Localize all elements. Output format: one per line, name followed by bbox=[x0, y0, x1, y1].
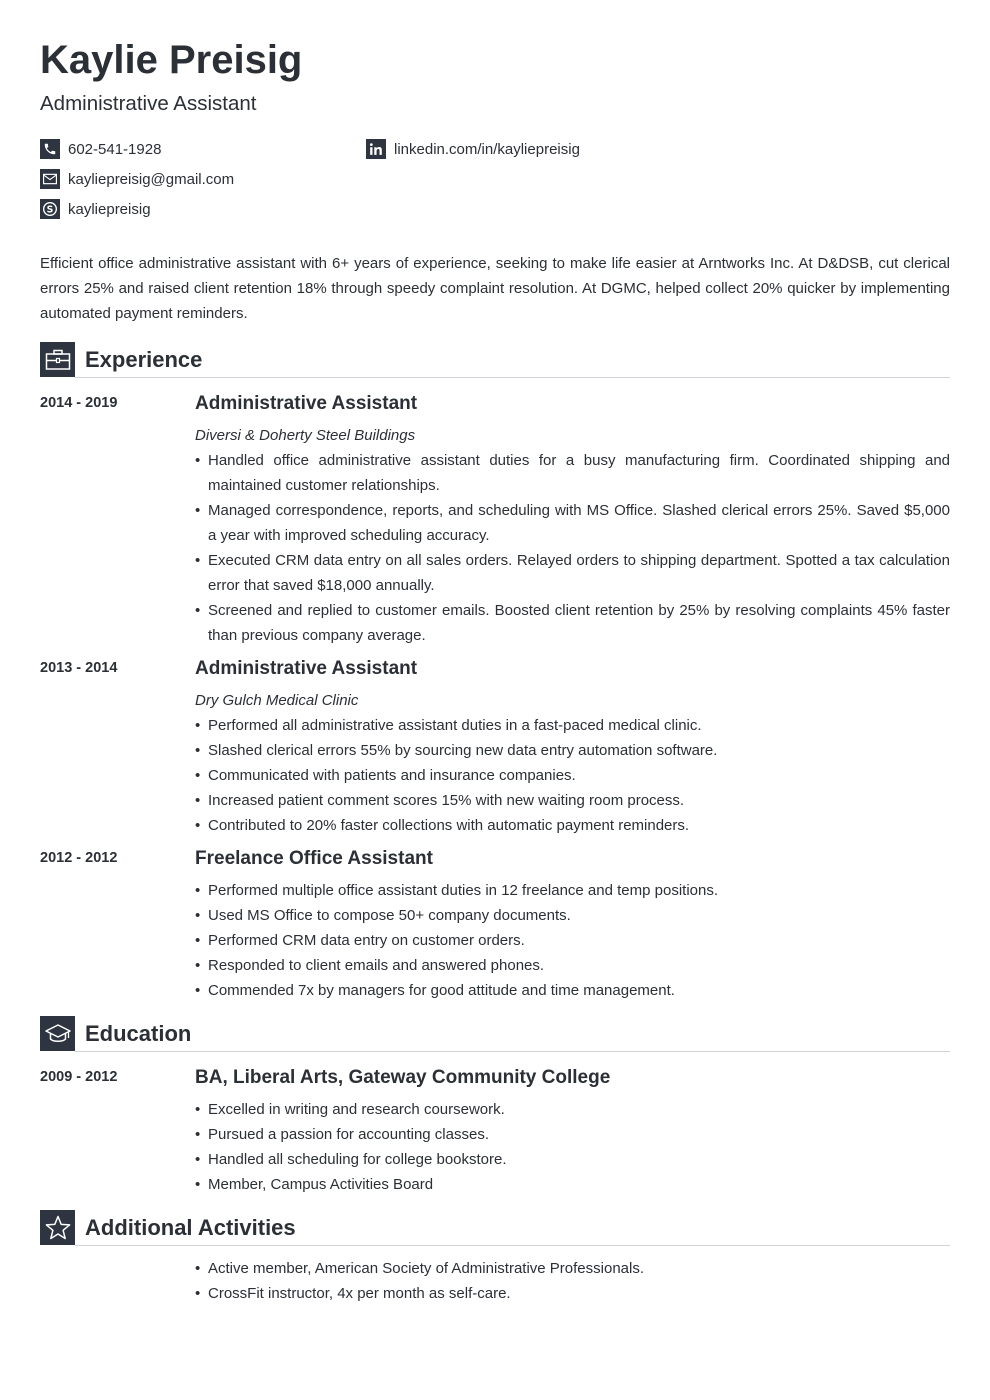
list-item: • Performed multiple office assistant duties in 12 freelance and temp positions. bbox=[195, 878, 950, 903]
contact-linkedin bbox=[366, 139, 580, 159]
education-section-header bbox=[40, 1016, 950, 1052]
list-item: • Performed all administrative assistant duties in a fast-paced medical clinic. bbox=[195, 713, 950, 738]
section-divider bbox=[75, 1051, 950, 1052]
entry-dates: 2013 - 2014 bbox=[40, 660, 118, 676]
entry-degree: BA, Liberal Arts, Gateway Community College bbox=[195, 1067, 611, 1088]
linkedin-icon bbox=[366, 139, 386, 159]
list-item: • Contributed to 20% faster collections with automatic payment reminders. bbox=[195, 813, 950, 838]
list-item: • Communicated with patients and insurance companies. bbox=[195, 763, 950, 788]
contact-phone bbox=[40, 139, 161, 159]
list-item: • Pursued a passion for accounting classes. bbox=[195, 1122, 950, 1147]
activities-heading: Additional Activities bbox=[85, 1215, 296, 1240]
candidate-title: Administrative Assistant bbox=[40, 92, 257, 115]
list-item: • Handled office administrative assistant duties for a busy manufacturing firm. Coordinated shipping and maintained customer relationships. bbox=[195, 448, 950, 498]
phone-icon bbox=[40, 139, 60, 159]
list-item: • Slashed clerical errors 55% by sourcing new data entry automation software. bbox=[195, 738, 950, 763]
graduation-cap-icon bbox=[40, 1016, 75, 1051]
list-item: • Screened and replied to customer emails. Boosted client retention by 25% by resolving complaints 45% faster than previous company average. bbox=[195, 598, 950, 648]
entry-bullets bbox=[195, 1256, 950, 1306]
briefcase-icon bbox=[40, 342, 75, 377]
entry-bullets bbox=[195, 878, 950, 1003]
education-heading: Education bbox=[85, 1021, 192, 1046]
entry-role: Freelance Office Assistant bbox=[195, 848, 433, 869]
contact-email bbox=[40, 169, 234, 189]
entry-role: Administrative Assistant bbox=[195, 393, 418, 414]
skype-handle[interactable]: kayliepreisig bbox=[68, 200, 151, 218]
experience-section-header bbox=[40, 342, 950, 378]
list-item: • Executed CRM data entry on all sales orders. Relayed orders to shipping department. Spotted a tax calculation error that saved $18,000 annually. bbox=[195, 548, 950, 598]
list-item: • CrossFit instructor, 4x per month as self-care. bbox=[195, 1281, 950, 1306]
entry-role: Administrative Assistant bbox=[195, 658, 418, 679]
entry-company: Diversi & Doherty Steel Buildings bbox=[195, 427, 416, 444]
list-item: • Active member, American Society of Administrative Professionals. bbox=[195, 1256, 950, 1281]
linkedin-url[interactable]: linkedin.com/in/kayliepreisig bbox=[394, 140, 580, 158]
contact-skype bbox=[40, 199, 151, 219]
list-item: • Excelled in writing and research coursework. bbox=[195, 1097, 950, 1122]
star-icon bbox=[40, 1210, 75, 1245]
candidate-name: Kaylie Preisig bbox=[40, 38, 303, 82]
list-item: • Performed CRM data entry on customer orders. bbox=[195, 928, 950, 953]
entry-dates: 2009 - 2012 bbox=[40, 1069, 118, 1085]
entry-dates: 2012 - 2012 bbox=[40, 850, 118, 866]
list-item: • Used MS Office to compose 50+ company documents. bbox=[195, 903, 950, 928]
list-item: • Managed correspondence, reports, and scheduling with MS Office. Slashed clerical errors 25%. Saved $5,000 a year with improved scheduling accuracy. bbox=[195, 498, 950, 548]
entry-bullets bbox=[195, 713, 950, 838]
envelope-icon bbox=[40, 169, 60, 189]
entry-company: Dry Gulch Medical Clinic bbox=[195, 692, 359, 709]
phone-number[interactable]: 602-541-1928 bbox=[68, 140, 162, 158]
entry-dates: 2014 - 2019 bbox=[40, 395, 118, 411]
activities-section-header bbox=[40, 1210, 950, 1246]
list-item: • Handled all scheduling for college bookstore. bbox=[195, 1147, 950, 1172]
skype-icon bbox=[40, 199, 60, 219]
list-item: • Commended 7x by managers for good attitude and time management. bbox=[195, 978, 950, 1003]
email-address[interactable]: kayliepreisig@gmail.com bbox=[68, 170, 235, 188]
section-divider bbox=[75, 377, 950, 378]
section-divider bbox=[75, 1245, 950, 1246]
list-item: • Member, Campus Activities Board bbox=[195, 1172, 950, 1197]
list-item: • Increased patient comment scores 15% with new waiting room process. bbox=[195, 788, 950, 813]
entry-bullets bbox=[195, 1097, 950, 1197]
profile-summary: Efficient office administrative assistant with 6+ years of experience, seeking to make life easier at Arntworks Inc. At D&DSB, cut clerical errors 25% and raised client retention 18% through speedy complaint resolution. At DGMC, helped collect 20% quicker by implementing automated payment reminders. bbox=[40, 255, 950, 322]
entry-bullets bbox=[195, 448, 950, 648]
experience-heading: Experience bbox=[85, 347, 203, 372]
list-item: • Responded to client emails and answered phones. bbox=[195, 953, 950, 978]
svg-text:S: S bbox=[46, 204, 54, 216]
